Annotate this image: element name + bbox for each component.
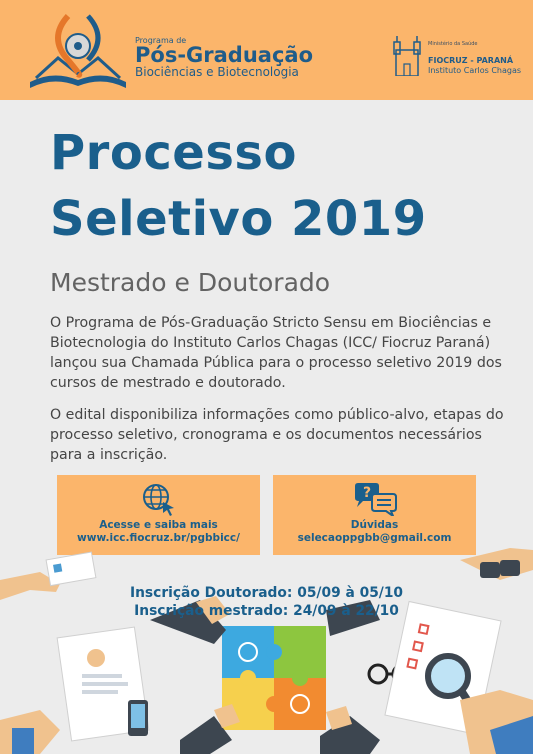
globe-cursor-icon xyxy=(141,482,177,516)
page-title xyxy=(50,120,427,252)
fiocruz-institute: Instituto Carlos Chagas xyxy=(428,66,522,75)
website-link[interactable]: www.icc.fiocruz.br/pgbbicc/ xyxy=(77,532,240,544)
logo-dna-book-icon xyxy=(28,8,128,94)
decorative-hands-illustration xyxy=(0,540,533,754)
edital-paragraph: O edital disponibiliza informações como público-alvo, etapas do processo seletivo, cronograma e os documentos necessários para a inscrição. xyxy=(50,407,504,463)
doubts-label: Dúvidas xyxy=(350,519,399,531)
svg-text:?: ? xyxy=(362,485,371,501)
page-subtitle: Mestrado e Doutorado xyxy=(50,268,331,297)
fiocruz-name: FIOCRUZ - PARANÁ xyxy=(428,56,514,65)
website-label: Acesse e saiba mais xyxy=(99,519,218,531)
mestrado-dates: Inscrição mestrado: 24/09 à 22/10 xyxy=(134,603,399,619)
header-banner xyxy=(0,0,533,100)
fiocruz-castle-icon xyxy=(392,36,422,76)
program-name: Pós-Graduação xyxy=(135,43,313,67)
program-subtitle: Biociências e Biotecnologia xyxy=(135,65,299,79)
question-chat-icon xyxy=(353,482,397,516)
program-small-label: Programa de xyxy=(135,36,187,45)
title-line-1: Processo xyxy=(50,125,297,181)
doutorado-dates: Inscrição Doutorado: 05/09 à 05/10 xyxy=(129,585,404,601)
contact-email[interactable]: selecaoppgbb@gmail.com xyxy=(297,532,452,544)
intro-paragraph: O Programa de Pós-Graduação Stricto Sensu em Biociências e Biotecnologia do Instituto Carlos Chagas (ICC/ Fiocruz Paraná) lançou sua Chamada Pública para o processo seletivo 2019 dos cursos de mestrado e doutorado. xyxy=(50,315,502,391)
title-line-2: Seletivo 2019 xyxy=(50,191,427,247)
ministry-label: Ministério da Saúde xyxy=(428,41,478,47)
